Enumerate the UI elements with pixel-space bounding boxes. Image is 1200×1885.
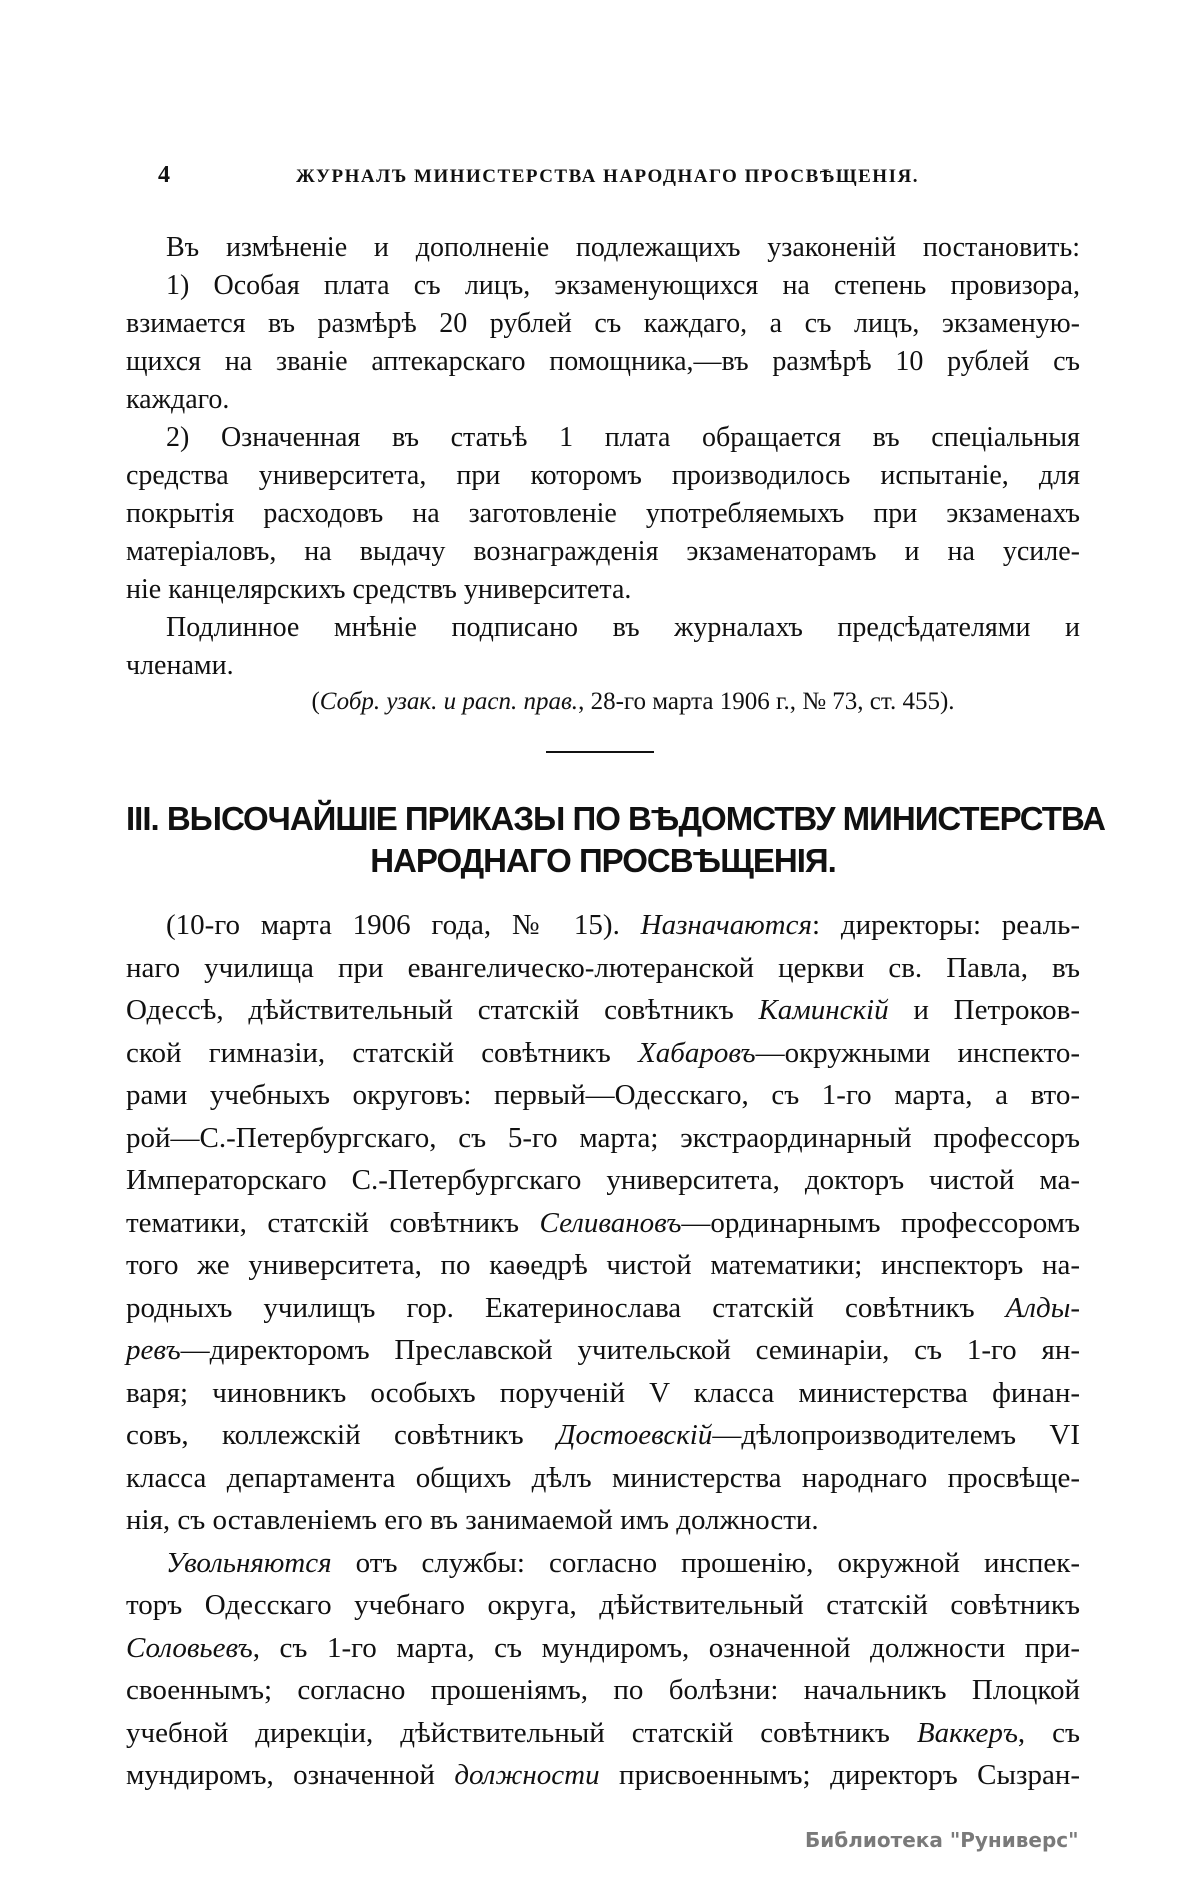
text-line xyxy=(126,305,1080,343)
italic-text: Собр. узак. и расп. прав. xyxy=(319,688,579,715)
text-line xyxy=(126,904,1080,947)
text-line xyxy=(126,1329,1080,1372)
text-line xyxy=(126,947,1080,990)
text-line xyxy=(126,1117,1080,1160)
citation xyxy=(126,688,1080,716)
text-segment: класса департамента общихъ дѣлъ министерства народнаго просвѣще- xyxy=(126,1461,1080,1494)
text-line xyxy=(126,989,1080,1032)
text-segment: : директоры: реаль- xyxy=(811,909,1081,941)
text-segment: ніе канцелярскихъ средствъ университета. xyxy=(126,574,632,605)
text-segment: членами. xyxy=(126,650,234,681)
italic-text: Достоевскій xyxy=(557,1419,713,1451)
text-segment: 2) Означенная въ статьѣ 1 плата обращается въ спеціальныя xyxy=(166,422,1080,453)
text-segment: покрытія расходовъ на заготовленіе употребляемыхъ при экзаменахъ xyxy=(126,498,1080,529)
text-segment: рой—С.-Петербургскаго, съ 5-го марта; экстраординарный профессоръ xyxy=(126,1121,1080,1154)
text-line xyxy=(126,1584,1080,1627)
italic-text: Назначаются xyxy=(640,909,812,941)
text-segment: своеннымъ; согласно прошеніямъ, по болѣзни: начальникъ Плоцкой xyxy=(126,1674,1080,1706)
text-line xyxy=(126,1712,1080,1755)
text-segment: мундиромъ, означенной xyxy=(126,1759,455,1791)
text-line xyxy=(126,1499,1080,1542)
text-segment: тематики, статскій совѣтникъ xyxy=(126,1206,540,1239)
text-segment: отъ службы: согласно прошенію, окружной инспек- xyxy=(331,1546,1080,1579)
text-segment: матеріаловъ, на выдачу вознагражденія экзаменаторамъ и на усиле- xyxy=(126,536,1080,567)
text-line xyxy=(126,267,1080,305)
italic-text: Каминскій xyxy=(758,994,889,1026)
italic-text: Ваккеръ xyxy=(916,1716,1018,1749)
text-line xyxy=(126,1244,1080,1287)
text-line xyxy=(126,647,1080,685)
text-segment: ской гимназіи, статскій совѣтникъ xyxy=(126,1036,639,1069)
text-line xyxy=(126,1627,1080,1670)
text-line xyxy=(126,381,1080,419)
journal-title: ЖУРНАЛЪ МИНИСТЕРСТВА НАРОДНАГО ПРОСВѢЩЕНІЯ. xyxy=(296,166,919,187)
text-line xyxy=(126,495,1080,533)
decree-text xyxy=(126,229,1080,685)
text-line xyxy=(126,1287,1080,1330)
text-line xyxy=(126,343,1080,381)
text-line xyxy=(126,1074,1080,1117)
text-line xyxy=(126,1542,1080,1585)
text-segment: —окружными инспекто- xyxy=(755,1036,1080,1069)
text-line xyxy=(126,1457,1080,1500)
text-line xyxy=(126,419,1080,457)
text-segment: Императорскаго С.-Петербургскаго университета, докторъ чистой ма- xyxy=(126,1164,1080,1196)
text-line xyxy=(126,1372,1080,1415)
text-line xyxy=(126,1202,1080,1245)
text-line xyxy=(126,1032,1080,1075)
text-line xyxy=(126,533,1080,571)
text-segment: взимается въ размѣрѣ 20 рублей съ каждаго, а съ лицъ, экзаменую- xyxy=(126,308,1080,339)
italic-text: Хабаровъ xyxy=(638,1036,756,1069)
text-segment: каждаго. xyxy=(126,384,230,415)
text-segment: Въ измѣненіе и дополненіе подлежащихъ узаконеній постановить: xyxy=(166,232,1080,263)
text-segment: торъ Одесскаго учебнаго округа, дѣйствительный статскій совѣтникъ xyxy=(126,1589,1080,1621)
divider xyxy=(546,751,654,753)
library-watermark: Библиотека "Руниверс" xyxy=(805,1828,1079,1852)
text-segment: того же университета, по каѳедрѣ чистой математики; инспекторъ на- xyxy=(126,1249,1080,1281)
text-segment: средства университета, при которомъ производилось испытаніе, для xyxy=(126,460,1080,491)
text-segment: и Петроков- xyxy=(888,994,1080,1026)
text-segment: (10-го марта 1906 года, № 15). xyxy=(166,909,641,941)
text-line xyxy=(126,1669,1080,1712)
text-segment: —директоромъ Преславской учительской семинаріи, съ 1-го ян- xyxy=(180,1334,1080,1366)
text-segment: Одессѣ, дѣйствительный статскій совѣтникъ xyxy=(126,994,759,1026)
italic-text: Увольняются xyxy=(166,1546,332,1579)
text-segment: рами учебныхъ округовъ: первый—Одесскаго, съ 1-го марта, а вто- xyxy=(126,1079,1080,1111)
italic-text: должности xyxy=(454,1759,600,1791)
text-segment: щихся на званіе аптекарскаго помощника,—въ размѣрѣ 10 рублей съ xyxy=(126,346,1080,377)
section-heading-line-2: НАРОДНАГО ПРОСВѢЩЕНІЯ. xyxy=(370,842,836,879)
text-segment: родныхъ училищъ гор. Екатеринослава статскій совѣтникъ xyxy=(126,1291,1006,1324)
text-segment: наго училища при евангелическо-лютеранской церкви св. Павла, въ xyxy=(126,951,1080,984)
text-segment: совъ, коллежскій совѣтникъ xyxy=(126,1419,558,1451)
text-segment: 1) Особая плата съ лицъ, экзаменующихся на степень провизора, xyxy=(166,270,1080,301)
text-segment: —дѣлопроизводителемъ VI xyxy=(712,1419,1080,1451)
text-line xyxy=(126,571,1080,609)
orders-text xyxy=(126,904,1080,1797)
text-segment: ( xyxy=(311,688,320,715)
section-heading-line-1: III. ВЫСОЧАЙШІЕ ПРИКАЗЫ ПО ВѢДОМСТВУ МИНИСТЕРСТВА xyxy=(126,800,1105,837)
text-line xyxy=(126,229,1080,267)
text-segment: —ординарнымъ профессоромъ xyxy=(681,1206,1080,1239)
italic-text: Соловьевъ xyxy=(126,1631,253,1664)
text-segment: нія, съ оставленіемъ его въ занимаемой имъ должности. xyxy=(126,1504,819,1536)
italic-text: Селивановъ xyxy=(539,1206,682,1239)
italic-text: Алды- xyxy=(1005,1291,1080,1324)
text-line xyxy=(126,1159,1080,1202)
text-segment: , съ xyxy=(1017,1716,1080,1749)
text-line xyxy=(126,1754,1080,1797)
text-line xyxy=(126,609,1080,647)
page-number: 4 xyxy=(158,162,170,188)
text-segment: варя; чиновникъ особыхъ порученій V класса министерства финан- xyxy=(126,1376,1080,1409)
text-segment: , съ 1-го марта, съ мундиромъ, означенной должности при- xyxy=(252,1631,1080,1664)
italic-text: ревъ xyxy=(126,1334,181,1366)
running-head xyxy=(0,162,1200,196)
text-segment: присвоеннымъ; директоръ Сызран- xyxy=(599,1759,1080,1791)
text-line xyxy=(126,457,1080,495)
text-line xyxy=(126,1414,1080,1457)
text-segment: учебной дирекціи, дѣйствительный статскій совѣтникъ xyxy=(126,1716,917,1749)
text-segment: , 28-го марта 1906 г., № 73, ст. 455). xyxy=(578,688,955,715)
text-segment: Подлинное мнѣніе подписано въ журналахъ предсѣдателями и xyxy=(166,612,1080,643)
